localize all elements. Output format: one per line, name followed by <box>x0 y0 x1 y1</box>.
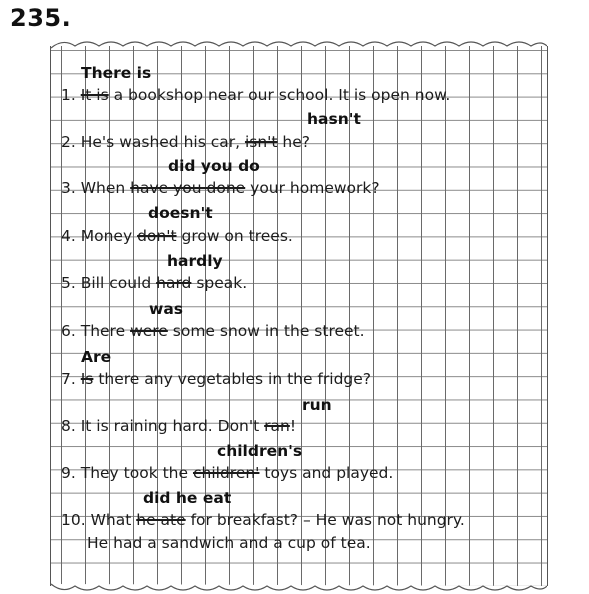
struck-word: have you done <box>130 179 246 197</box>
correction-1: There is <box>81 64 152 82</box>
sentence-text-after: speak. <box>191 274 248 292</box>
sentence-number: 2. <box>61 133 76 151</box>
sentence-text-before: He's washed his car, <box>80 133 245 151</box>
sentence-number: 7. <box>61 370 76 388</box>
struck-word: ran <box>264 417 290 435</box>
sentence-text-before: They took the <box>80 464 193 482</box>
sentence-5 <box>61 274 247 292</box>
sentence-text-after: there any vegetables in the fridge? <box>93 370 372 388</box>
sentence-number: 3. <box>61 179 76 197</box>
sentence-number: 9. <box>61 464 76 482</box>
sentence-text-before: When <box>80 179 131 197</box>
sentence-4 <box>61 227 293 245</box>
struck-word: hard <box>156 274 192 292</box>
correction-3: did you do <box>168 157 260 175</box>
struck-word: were <box>130 322 168 340</box>
sentence-7 <box>61 370 371 388</box>
correction-8: run <box>302 396 332 414</box>
sentence-2 <box>61 133 310 151</box>
sentence-number: 10. <box>61 511 86 529</box>
torn-top-edge <box>51 38 547 50</box>
struck-word: It is <box>80 86 109 104</box>
sentence-number: 4. <box>61 227 76 245</box>
sentence-text-after: a bookshop near our school. It is open now. <box>108 86 451 104</box>
exercise-number: 235. <box>10 4 72 32</box>
correction-7: Are <box>81 348 112 366</box>
correction-10: did he eat <box>143 489 232 507</box>
sentence-number: 8. <box>61 417 76 435</box>
sentence-text-before: It is raining hard. Don't <box>80 417 265 435</box>
sentence-3 <box>61 179 380 197</box>
sentence-text-after: toys and played. <box>259 464 394 482</box>
correction-5: hardly <box>167 252 223 270</box>
struck-word: don't <box>137 227 177 245</box>
sentence-6 <box>61 322 365 340</box>
sentence-text-after: he? <box>277 133 311 151</box>
sentence-8 <box>61 417 296 435</box>
struck-word: isn't <box>244 133 278 151</box>
sentence-text-after: ! <box>289 417 297 435</box>
struck-word: he ate <box>136 511 186 529</box>
correction-6: was <box>149 300 184 318</box>
struck-word: Is <box>80 370 94 388</box>
sentence-text-after: your homework? <box>245 179 380 197</box>
notebook-sheet <box>50 46 548 586</box>
sentence-9 <box>61 464 393 482</box>
sentence-text-after: some snow in the street. <box>167 322 365 340</box>
sentence-number: 1. <box>61 86 76 104</box>
correction-2: hasn't <box>307 110 361 128</box>
sentence-text-before: There <box>80 322 131 340</box>
sentence-10-continuation: He had a sandwich and a cup of tea. <box>87 534 371 552</box>
sentence-text-after: grow on trees. <box>176 227 293 245</box>
sentence-text-before: Money <box>80 227 138 245</box>
sentence-text-before: What <box>90 511 137 529</box>
correction-9: children's <box>217 442 303 460</box>
sentence-10 <box>61 511 465 529</box>
sentence-number: 6. <box>61 322 76 340</box>
sentence-number: 5. <box>61 274 76 292</box>
sentence-1 <box>61 86 450 104</box>
torn-bottom-edge <box>51 582 547 594</box>
sentence-text-after: for breakfast? – He was not hungry. <box>185 511 465 529</box>
correction-4: doesn't <box>148 204 213 222</box>
sentence-text-before: Bill could <box>80 274 157 292</box>
struck-word: children' <box>192 464 260 482</box>
